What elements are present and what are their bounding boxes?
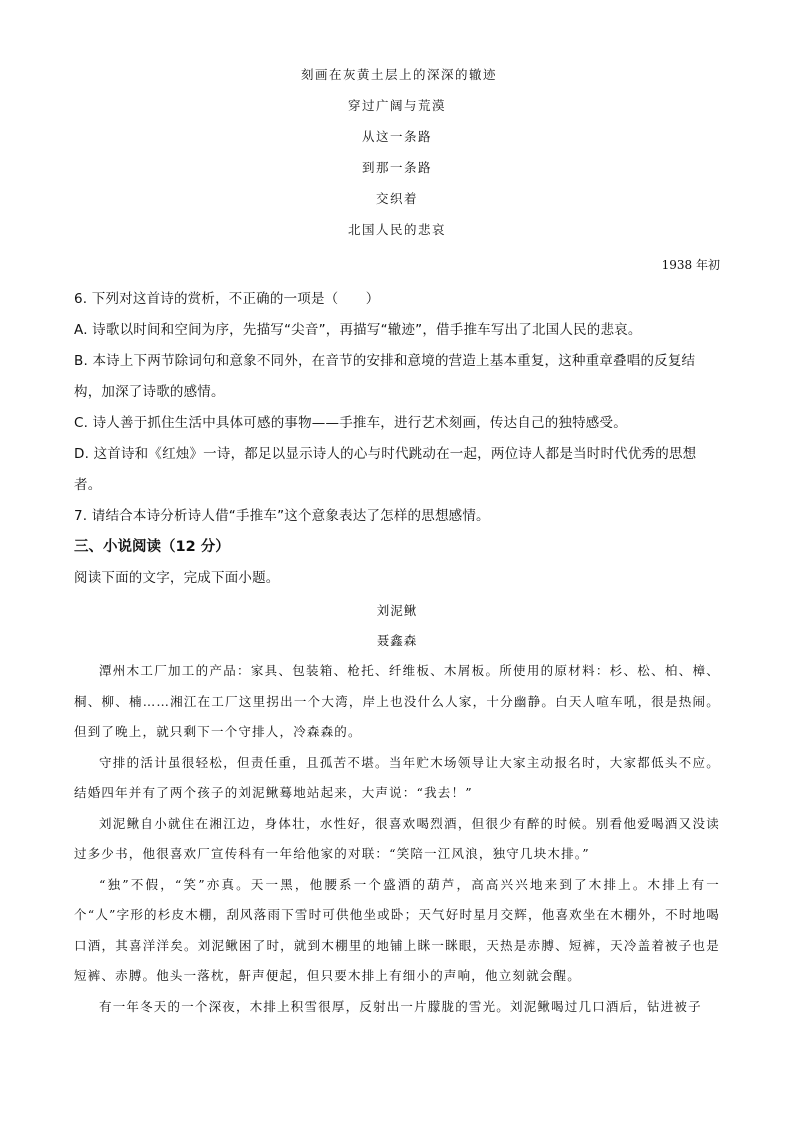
questions bbox=[74, 284, 720, 594]
poem-line: 刻画在灰黄土层上的深深的辙迹 bbox=[300, 67, 497, 82]
story bbox=[74, 596, 720, 1022]
section-title: 三、小说阅读（12 分） bbox=[74, 539, 230, 555]
story-paragraph: 潭州木工厂加工的产品：家具、包装箱、枪托、纤维板、木屑板。所使用的原材料：杉、松、柏、樟、桐、柳、楠……湘江在工厂这里拐出一个大湾，岸上也没什么人家，十分幽静。白天人喧车吼，很是热闹。但到了晚上，就只剩下一个守排人，冷森森的。 bbox=[74, 663, 720, 739]
story-author: 聂鑫森 bbox=[376, 633, 418, 648]
poem-line: 交织着 bbox=[375, 191, 418, 206]
question-6-option-c: C. 诗人善于抓住生活中具体可感的事物——手推车，进行艺术刻画，传达自己的独特感受。 bbox=[74, 415, 627, 431]
poem bbox=[0, 62, 794, 248]
question-6-option-d: D. 这首诗和《红烛》一诗，都足以显示诗人的心与时代跳动在一起，两位诗人都是当时时代优秀的思想者。 bbox=[74, 446, 697, 493]
question-7: 7. 请结合本诗分析诗人借“手推车”这个意象表达了怎样的思想感情。 bbox=[74, 508, 490, 524]
question-6-option-a: A. 诗歌以时间和空间为序，先描写“尖音”，再描写“辙迹”，借手推车写出了北国人民的悲哀。 bbox=[74, 322, 642, 338]
poem-line: 到那一条路 bbox=[361, 160, 432, 175]
story-paragraph: 守排的活计虽很轻松，但责任重，且孤苦不堪。当年贮木场领导让大家主动报名时，大家都低头不应。结婚四年并有了两个孩子的刘泥鳅蓦地站起来，大声说：“我去！” bbox=[74, 754, 720, 800]
story-paragraph: 有一年冬天的一个深夜，木排上积雪很厚，反射出一片朦胧的雪光。刘泥鳅喝过几口酒后，钻进被子 bbox=[99, 998, 702, 1014]
poem-line: 从这一条路 bbox=[361, 129, 432, 144]
story-paragraph: 刘泥鳅自小就住在湘江边，身体壮，水性好，很喜欢喝烈酒，但很少有醉的时候。别看他爱喝酒又没读过多少书，他很喜欢厂宣传科有一年给他家的对联：“笑陪一江风浪，独守几块木排。” bbox=[74, 815, 720, 861]
story-title: 刘泥鳅 bbox=[376, 603, 418, 618]
story-paragraph: “独”不假，“笑”亦真。天一黑，他腰系一个盛酒的葫芦，高高兴兴地来到了木排上。木排上有一个“人”字形的杉皮木棚，刮风落雨下雪时可供他坐或卧；天气好时星月交辉，他喜欢坐在木棚外，不时地喝口酒，其喜洋洋矣。刘泥鳅困了时，就到木棚里的地铺上眯一眯眼，天热是赤膊、短裤，天冷盖着被子也是短裤、赤膊。他头一落枕，鼾声便起，但只要木排上有细小的声响，他立刻就会醒。 bbox=[74, 876, 720, 983]
question-6-stem: 6. 下列对这首诗的赏析，不正确的一项是（ ） bbox=[74, 291, 380, 307]
poem-date: 1938 年初 bbox=[661, 258, 720, 272]
poem-line: 穿过广阔与荒漠 bbox=[347, 98, 446, 113]
poem-line: 北国人民的悲哀 bbox=[347, 222, 446, 237]
section-instruction: 阅读下面的文字，完成下面小题。 bbox=[74, 570, 280, 586]
question-6-option-b: B. 本诗上下两节除词句和意象不同外，在音节的安排和意境的营造上基本重复，这种重章叠唱的反复结构，加深了诗歌的感情。 bbox=[74, 353, 696, 400]
